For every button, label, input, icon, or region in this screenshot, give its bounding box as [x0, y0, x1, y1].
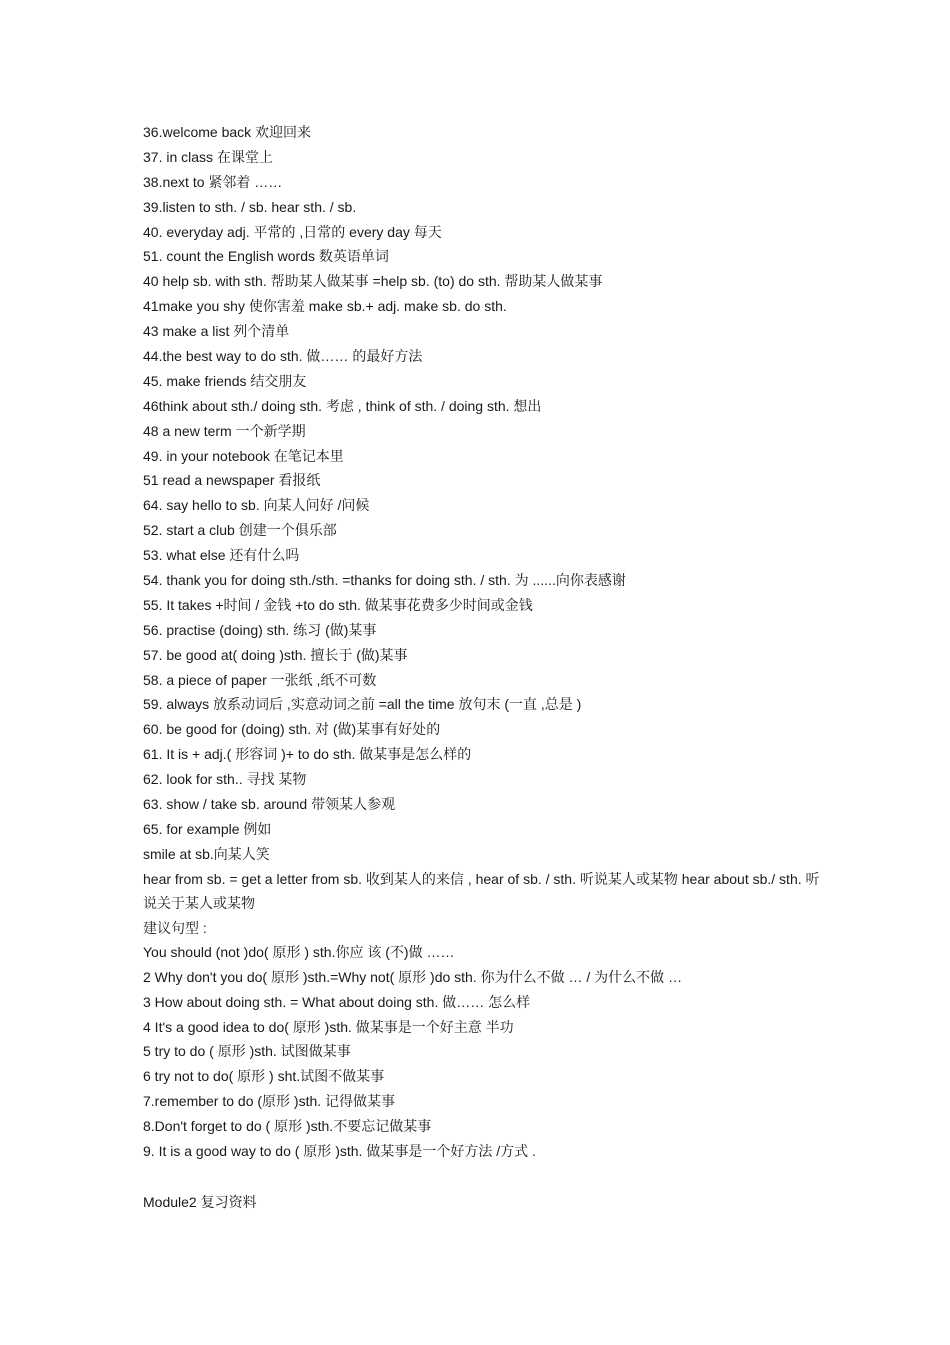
phrase-line: 52. start a club 创建一个俱乐部	[143, 522, 337, 539]
phrase-line: 51. count the English words 数英语单词	[143, 248, 389, 265]
phrase-line: 49. in your notebook 在笔记本里	[143, 447, 344, 464]
phrase-line: 58. a piece of paper 一张纸 ,纸不可数	[143, 671, 377, 688]
phrase-long-entry: hear from sb. = get a letter from sb. 收到某人的来信 , hear of sb. / sth. 听说某人或某物 hear about sb./ sth. 听说关于某人或某物	[143, 870, 820, 912]
phrase-line: 51 read a newspaper 看报纸	[143, 472, 321, 489]
suggestion-line: 6 try not to do( 原形 ) sht.试图不做某事	[143, 1068, 385, 1085]
suggestion-heading: 建议句型 :	[143, 919, 207, 936]
suggestion-line: 9. It is a good way to do ( 原形 )sth. 做某事是一个好方法 /方式 .	[143, 1143, 536, 1160]
phrase-line: smile at sb.向某人笑	[143, 845, 270, 862]
phrase-line: 40 help sb. with sth. 帮助某人做某事 =help sb. (to) do sth. 帮助某人做某事	[143, 273, 603, 290]
phrase-line: 55. It takes +时间 / 金钱 +to do sth. 做某事花费多少时间或金钱	[143, 596, 533, 613]
phrase-line: 64. say hello to sb. 向某人问好 /问候	[143, 497, 370, 514]
phrase-line: 54. thank you for doing sth./sth. =thanks for doing sth. / sth. 为 ......向你表感谢	[143, 572, 626, 589]
phrase-line: 45. make friends 结交朋友	[143, 372, 307, 389]
suggestion-line: 4 It's a good idea to do( 原形 )sth. 做某事是一个好主意 半功	[143, 1018, 514, 1035]
phrase-line: 40. everyday adj. 平常的 ,日常的 every day 每天	[143, 223, 442, 240]
phrase-line: 61. It is + adj.( 形容词 )+ to do sth. 做某事是怎么样的	[143, 746, 472, 763]
suggestion-line: 5 try to do ( 原形 )sth. 试图做某事	[143, 1043, 351, 1060]
section-spacer	[143, 1164, 823, 1190]
phrase-line: 48 a new term 一个新学期	[143, 422, 306, 439]
phrase-line: 53. what else 还有什么吗	[143, 547, 300, 564]
phrase-line: 41make you shy 使你害羞 make sb.+ adj. make sb. do sth.	[143, 298, 507, 315]
suggestion-line: 8.Don't forget to do ( 原形 )sth.不要忘记做某事	[143, 1118, 432, 1135]
phrase-line: 62. look for sth.. 寻找 某物	[143, 771, 307, 788]
suggestion-line: 3 How about doing sth. = What about doing sth. 做…… 怎么样	[143, 993, 531, 1010]
phrase-line: 37. in class 在课堂上	[143, 148, 273, 165]
phrase-line: 59. always 放系动词后 ,实意动词之前 =all the time 放句末 (一直 ,总是 )	[143, 696, 582, 713]
module-title: Module2 复习资料	[143, 1193, 257, 1210]
phrase-line: 38.next to 紧邻着 ……	[143, 173, 283, 190]
phrase-line: 57. be good at( doing )sth. 擅长于 (做)某事	[143, 646, 408, 663]
phrase-line: 43 make a list 列个清单	[143, 323, 290, 340]
phrase-line: 36.welcome back 欢迎回来	[143, 124, 312, 140]
phrase-line: 56. practise (doing) sth. 练习 (做)某事	[143, 621, 377, 638]
suggestion-line: 2 Why don't you do( 原形 )sth.=Why not( 原形 )do sth. 你为什么不做 … / 为什么不做 …	[143, 968, 683, 985]
document-content	[143, 120, 823, 1215]
phrase-line: 65. for example 例如	[143, 820, 272, 837]
phrase-line: 39.listen to sth. / sb. hear sth. / sb.	[143, 198, 357, 215]
phrase-line: 60. be good for (doing) sth. 对 (做)某事有好处的	[143, 721, 441, 738]
suggestion-line: 7.remember to do (原形 )sth. 记得做某事	[143, 1093, 396, 1110]
suggestion-line: You should (not )do( 原形 ) sth.你应 该 (不)做 ……	[143, 943, 455, 960]
phrase-line: 46think about sth./ doing sth. 考虑 , think of sth. / doing sth. 想出	[143, 397, 542, 414]
phrase-line: 63. show / take sb. around 带领某人参观	[143, 796, 396, 813]
phrase-line: 44.the best way to do sth. 做…… 的最好方法	[143, 348, 423, 365]
